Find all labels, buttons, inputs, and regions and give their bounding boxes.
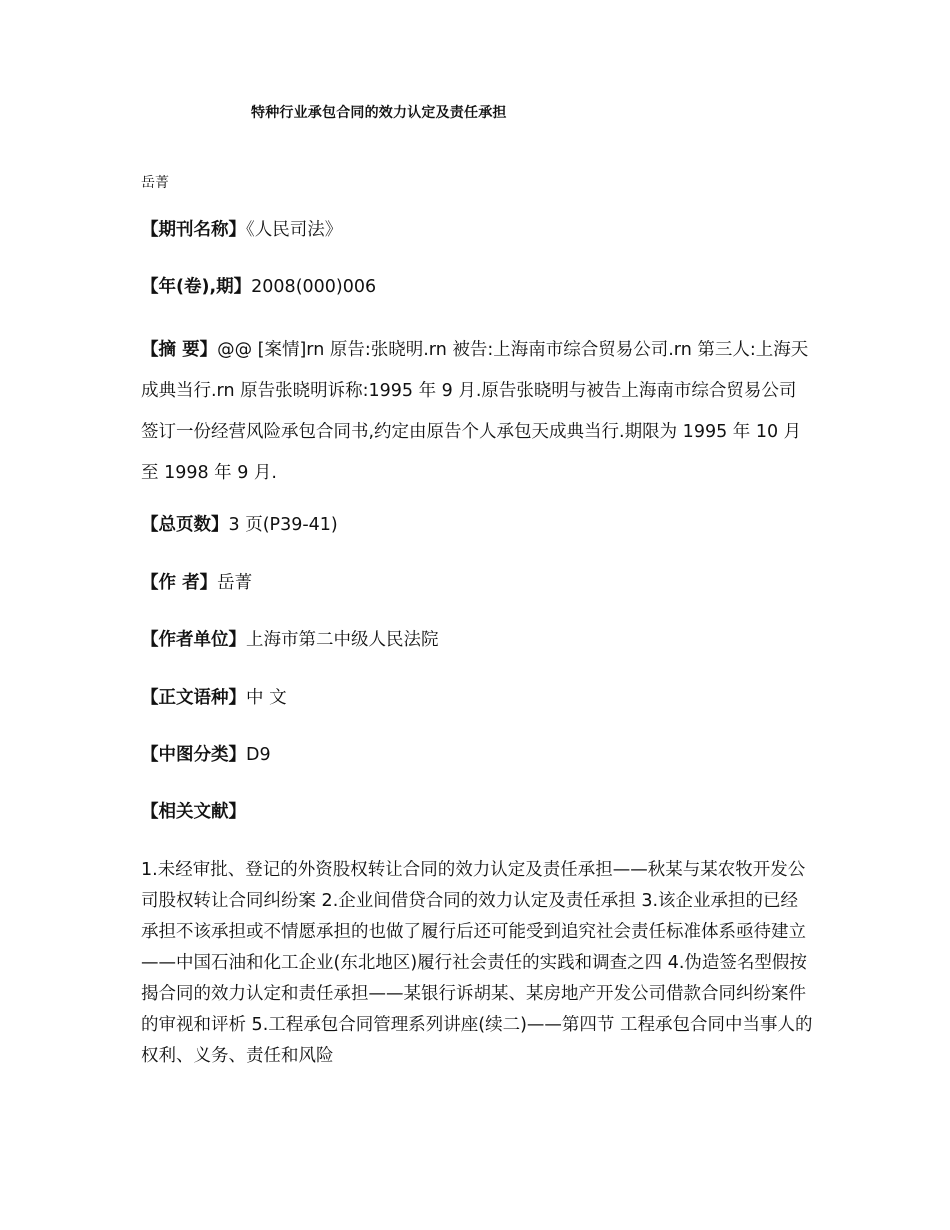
field-affiliation: [141, 628, 439, 652]
field-year-issue-value: 2008(000)006: [251, 277, 377, 297]
field-classification: [141, 743, 271, 767]
field-related-label: 【相关文献】: [141, 802, 246, 822]
field-pages: [141, 513, 338, 537]
document-title: 特种行业承包合同的效力认定及责任承担: [251, 105, 507, 121]
field-year-issue-label: 【年(卷),期】: [141, 277, 252, 297]
field-related: [141, 800, 246, 824]
author-line: 岳菁: [141, 175, 169, 191]
field-language-label: 【正文语种】: [141, 688, 246, 708]
field-journal: [141, 218, 342, 242]
field-affiliation-label: 【作者单位】: [141, 630, 246, 650]
field-abstract-value: @@ [案情]rn 原告:张晓明.rn 被告:上海南市综合贸易公司.rn 第三人:上海天成典当行.rn 原告张晓明诉称:1995 年 9 月.原告张晓明与被告上海南市综合贸易公司签订一份经营风险承包合同书,约定由原告个人承包天成典当行.期限为 1995 年 10 月至 1998 年 9 月.: [141, 340, 809, 483]
field-author-label: 【作 者】: [141, 573, 218, 593]
field-classification-value: D9: [246, 745, 271, 765]
field-affiliation-value: 上海市第二中级人民法院: [246, 630, 439, 650]
field-year-issue: [141, 275, 376, 299]
field-abstract: [141, 330, 813, 494]
field-language: [141, 686, 287, 710]
field-journal-label: 【期刊名称】: [141, 220, 246, 240]
field-abstract-label: 【摘 要】: [141, 340, 218, 360]
field-pages-label: 【总页数】: [141, 515, 229, 535]
field-language-value: 中 文: [246, 688, 287, 708]
field-author-value: 岳菁: [217, 573, 253, 593]
field-pages-value: 3 页(P39-41): [228, 515, 338, 535]
field-author: [141, 571, 252, 595]
field-journal-value: 《人民司法》: [246, 220, 343, 240]
related-literature-text: 1.未经审批、登记的外资股权转让合同的效力认定及责任承担——秋某与某农牧开发公司股权转让合同纠纷案 2.企业间借贷合同的效力认定及责任承担 3.该企业承担的已经承担不该承担或不情愿承担的也做了履行后还可能受到追究社会责任标准体系亟待建立——中国石油和化工企业(东北地区)履行社会责任的实践和调查之四 4.伪造签名型假按揭合同的效力认定和责任承担——某银行诉胡某、某房地产开发公司借款合同纠纷案件的审视和评析 5.工程承包合同管理系列讲座(续二)——第四节 工程承包合同中当事人的权利、义务、责任和风险: [141, 860, 813, 1066]
field-classification-label: 【中图分类】: [141, 745, 246, 765]
